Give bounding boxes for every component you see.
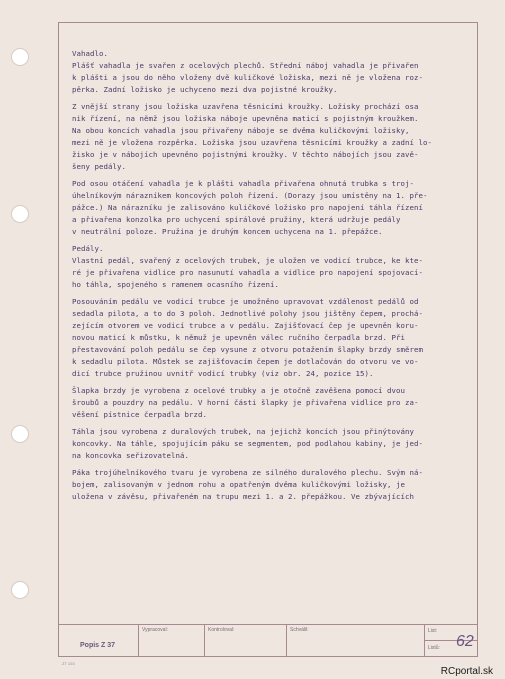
paragraph: Plášť vahadla je svařen z ocelových plechů. Střední náboj vahadla je přivařen k plášti a jsou do něho vloženy dvě kuličkové ložiska, mezi ně je vložena roz- pěrka. Zadní ložisko je uchyceno mezi dva pojistné kroužky. [72,61,423,95]
title-block [58,624,478,657]
binder-hole [11,581,29,599]
paragraph: Pod osou otáčení vahadla je k plášti vahadla přivařena ohnutá trubka s troj- úhelníkovým nárazníkem koncových poloh řízení. (Dorazy jsou umístěny na 1. pře- pážce.) Na nárazníku je zalisováno kuličkové ložisko pro napojení táhla řízení a přivařena konzolka pro uchycení spirálové pružiny, která udržuje pedály v neutrální poloze. Pružina je druhým koncem uchycena na 1. přepážce. [72,178,428,237]
paragraph: Vlastní pedál, svařený z ocelových trubek, je uložen ve vodicí trubce, ke kte- ré je přivařena vidlice pro nasunutí vahadla a vidlice pro napojení spojovací- ho táhla, spojeného s ramenem ocasního řízení. [72,256,423,290]
pages-label: Listů: [428,645,440,651]
binder-hole [11,48,29,66]
document-body [72,48,472,507]
section-title-vahadlo: Vahadlo. [72,49,108,58]
paragraph: Táhla jsou vyrobena z duralových trubek, na jejichž koncích jsou přinýtovány koncovky. Na táhle, spojujícím páku se segmentem, pod podlahou kabiny, je jed- na koncovka seřizovatelná. [72,426,423,460]
schvalil-label: Schválil: [290,627,309,633]
binder-hole [11,205,29,223]
paragraph: Páka trojúhelníkového tvaru je vyrobena ze silného duralového plechu. Svým ná- bojem, zalisovaným v jednom rohu a opatřeným dvěma kuličkovými ložisky, je uložena v závěsu, přivařeném na trupu mezi 1. a 2. přepážkou. Ve zbývajících [72,467,423,501]
schvalil-cell [286,625,424,657]
site-watermark: RCportal.sk [440,666,493,677]
document-code: Popis Z 37 [80,642,116,649]
vypracoval-cell [138,625,204,657]
list-label: List: [428,628,438,634]
kontroloval-label: Kontroloval: [208,627,235,633]
section-title-pedaly: Pedály. [72,243,104,253]
paragraph: Z vnější strany jsou ložiska uzavřena těsnicími kroužky. Ložisky prochází osa nik řízení, na němž jsou ložiska náboje upevněna maticí s pojistným kroužkem. Na obou koncích vahadla jsou přivařeny náboje se dvěma kuličkovými ložisky, mezi ně je vložena rozpěrka. Ložiska jsou uzavřena těsnicími kroužky a zadní lo- žisko je v nábojích upevněno pojistnými kroužky. V těchto nábojích jsou zavě- šeny pedály. [72,101,432,172]
page-number: 62 [456,633,474,650]
binder-hole [11,425,29,443]
kontroloval-cell [204,625,286,657]
vypracoval-label: Vypracoval: [142,627,168,633]
paragraph: Šlapka brzdy je vyrobena z ocelové trubky a je otočně zavěšena pomocí dvou šroubů a pouzdry na pedálu. V horní části šlapky je přivařena vidlice pro za- věšení pístnice čerpadla brzd. [72,385,419,420]
paragraph: Posouváním pedálu ve vodicí trubce je umožněno upravovat vzdálenost pedálů od sedadla pilota, a to do 3 poloh. Jednotlivé polohy jsou jištěny čepem, prochá- zejícím otvorem ve vodicí trubce a v pedálu. Zajišťovací čep je upevněn koru- novou maticí k můstku, k němuž je upevněn válec ručního čerpadla brzd. Při přestavování poloh pedálu se čep vysune z otvoru potažením šlapky brzdy směrem k sedadlu pilota. Můstek se zajišťovacím čepem je dotlačován do otvoru ve vo- dicí trubce pružinou uvnitř vodicí trubky (viz obr. 24, pozice 15). [72,296,423,379]
print-mark: ZT 103 [62,661,75,666]
